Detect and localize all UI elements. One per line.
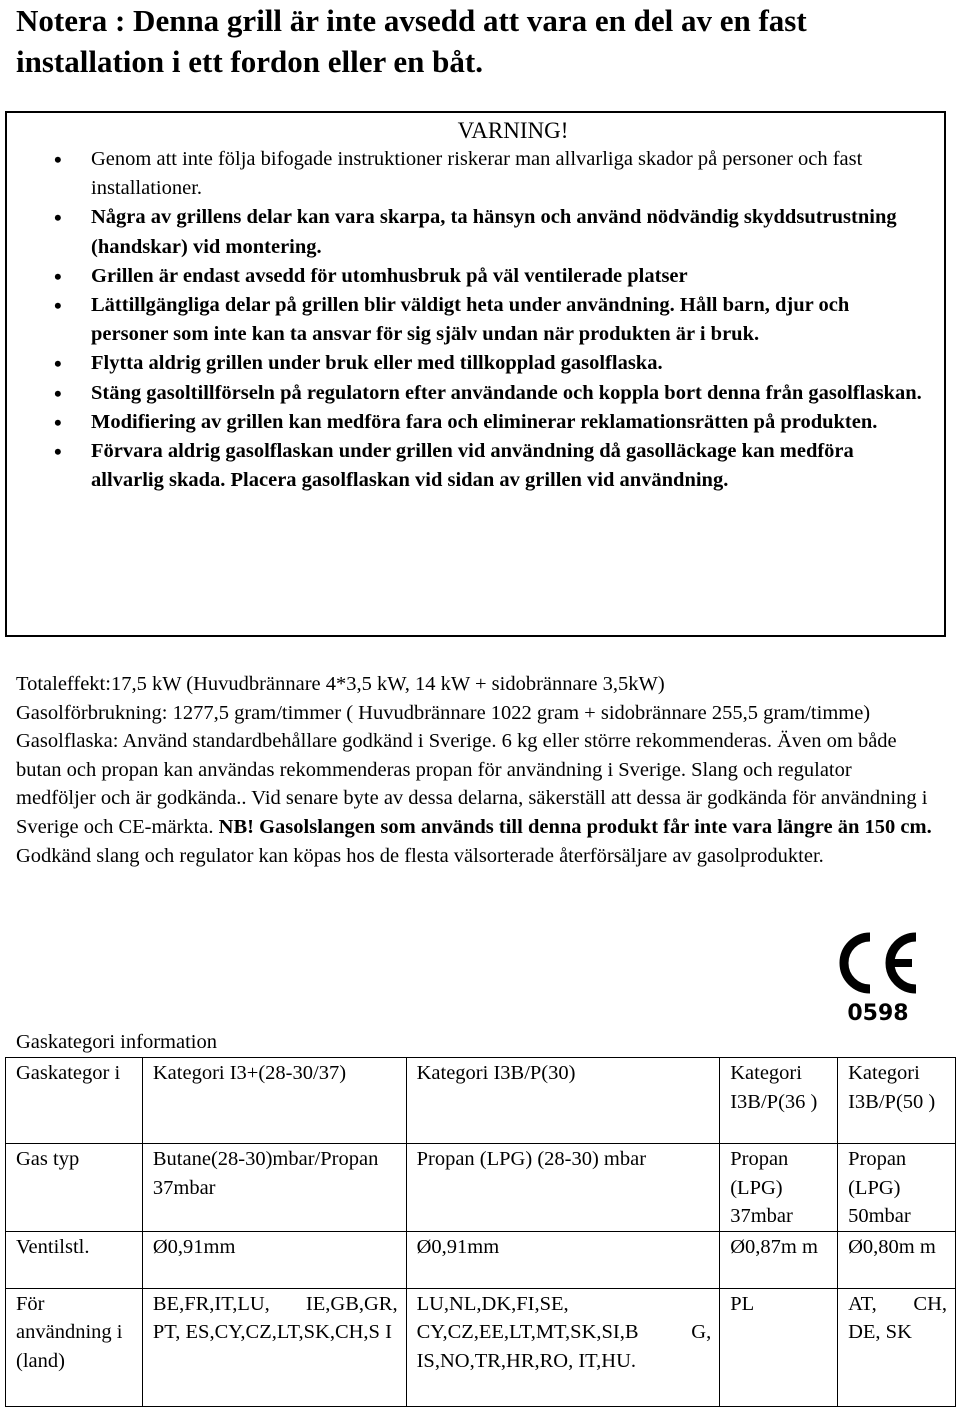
ce-mark-number: 0598 <box>847 1001 909 1025</box>
warning-item: • Lättillgängliga delar på grillen blir väldigt heta under användning. Håll barn, djur och personer som inte kan ta ansvar för sig själv undan när produkten är i bruk. <box>7 291 931 349</box>
table-cell: Butane(28-30)mbar/Propan 37mbar <box>142 1144 406 1232</box>
gas-category-table <box>5 1057 956 1407</box>
table-cell: Kategori I3B/P(36 ) <box>720 1058 838 1144</box>
warning-item: • Modifiering av grillen kan medföra fara och eliminerar reklamationsrätten på produkten. <box>7 408 931 437</box>
table-cell: Propan (LPG) 37mbar <box>720 1144 838 1232</box>
table-cell: Kategori I3B/P(50 ) <box>838 1058 956 1144</box>
warning-item: • Förvara aldrig gasolflaskan under grillen vid användning då gasolläckage kan medföra allvarlig skada. Placera gasolflaskan vid sidan av grillen vid användning. <box>7 437 931 495</box>
table-cell: Ø0,91mm <box>406 1231 720 1288</box>
table-cell: Kategori I3B/P(30) <box>406 1058 720 1144</box>
table-cell: Ø0,91mm <box>142 1231 406 1288</box>
table-row <box>6 1231 956 1288</box>
gas-category-title: Gaskategori information <box>16 1031 217 1053</box>
installation-notice: Notera : Denna grill är inte avsedd att vara en del av en fast installation i ett fordon eller en båt. <box>16 3 807 79</box>
table-cell: Gaskategor i <box>6 1058 143 1144</box>
ce-mark-icon <box>832 925 924 1025</box>
warning-item: • Flytta aldrig grillen under bruk eller med tillkopplad gasolflaska. <box>7 349 931 378</box>
table-cell: Ventilstl. <box>6 1231 143 1288</box>
warning-box <box>5 111 946 637</box>
table-cell: BE,FR,IT,LU, IE,GB,GR, PT, ES,CY,CZ,LT,SK,CH,S I <box>142 1288 406 1406</box>
table-row <box>6 1144 956 1232</box>
table-row <box>6 1288 956 1406</box>
table-row <box>6 1058 956 1144</box>
gas-bottle-info: Gasolflaska: Använd standardbehållare godkänd i Sverige. 6 kg eller större rekommenderas. Även om både butan och propan kan användas rekommenderas propan för användning i Sverige. Slang och regulator medföljer och är godkända.. Vid senare byte av dessa delarna, säkerställ att dessa är godkända för användning i Sverige och CE-märkta. NB! Gasolslangen som används till denna produkt får inte vara längre än 150 cm. Godkänd slang och regulator kan köpas hos de flesta välsorterade återförsäljare av gasolprodukter. <box>16 730 932 867</box>
table-cell: Propan (LPG) (28-30) mbar <box>406 1144 720 1232</box>
warning-item: • Grillen är endast avsedd för utomhusbruk på väl ventilerade platser <box>7 262 931 291</box>
table-cell: Propan (LPG) 50mbar <box>838 1144 956 1232</box>
gas-consumption: Gasolförbrukning: 1277,5 gram/timmer ( Huvudbrännare 1022 gram + sidobrännare 255,5 gram/timme) <box>16 701 871 724</box>
table-cell: Ø0,87m m <box>720 1231 838 1288</box>
warning-title: VARNING! <box>457 118 569 143</box>
specifications <box>16 670 936 870</box>
table-cell: LU,NL,DK,FI,SE, CY,CZ,EE,LT,MT,SK,SI,B G, IS,NO,TR,HR,RO, IT,HU. <box>406 1288 720 1406</box>
table-cell: Kategori I3+(28-30/37) <box>142 1058 406 1144</box>
table-cell: AT, CH, DE, SK <box>838 1288 956 1406</box>
table-cell: PL <box>720 1288 838 1406</box>
warning-item: • Några av grillens delar kan vara skarpa, ta hänsyn och använd nödvändig skyddsutrustning (handskar) vid montering. <box>7 203 931 261</box>
table-cell: För användning i (land) <box>6 1288 143 1406</box>
nb-hose-warning: NB! Gasolslangen som används till denna produkt får inte vara längre än 150 cm. <box>218 815 932 838</box>
warning-list <box>7 145 931 495</box>
table-cell: Gas typ <box>6 1144 143 1232</box>
total-effect: Totaleffekt:17,5 kW (Huvudbrännare 4*3,5 kW, 14 kW + sidobrännare 3,5kW) <box>16 673 665 695</box>
table-cell: Ø0,80m m <box>838 1231 956 1288</box>
warning-item: • Genom att inte följa bifogade instruktioner riskerar man allvarliga skador på personer och fast installationer. <box>7 145 931 203</box>
warning-item: • Stäng gasoltillförseln på regulatorn efter användande och koppla bort denna från gasolflaskan. <box>7 379 931 408</box>
